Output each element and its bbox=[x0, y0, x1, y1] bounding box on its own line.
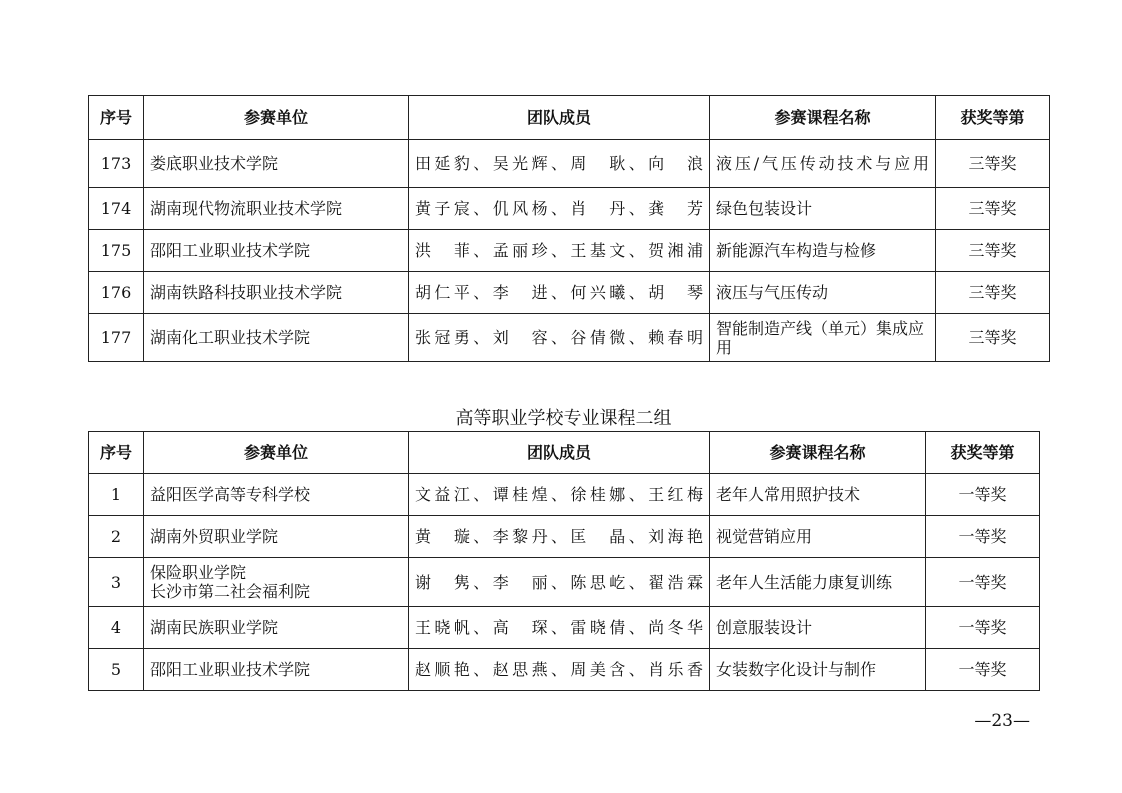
row-unit: 湖南现代物流职业技术学院 bbox=[144, 188, 409, 230]
row-award: 三等奖 bbox=[936, 272, 1050, 314]
row-unit: 湖南外贸职业学院 bbox=[144, 516, 409, 558]
row-no: 175 bbox=[89, 230, 144, 272]
row-members: 王晓帆、高 琛、雷晓倩、尚冬华 bbox=[409, 607, 710, 649]
row-members: 田延豹、吴光辉、周 耿、向 浪 bbox=[409, 140, 710, 188]
table-row bbox=[89, 314, 1050, 362]
row-members: 文益江、谭桂煌、徐桂娜、王红梅 bbox=[409, 474, 710, 516]
table-header-row bbox=[89, 432, 1040, 474]
header-unit: 参赛单位 bbox=[144, 432, 409, 474]
row-members: 洪 菲、孟丽珍、王基文、贺湘浦 bbox=[409, 230, 710, 272]
header-unit: 参赛单位 bbox=[144, 96, 409, 140]
table-row bbox=[89, 649, 1040, 691]
row-course: 创意服装设计 bbox=[710, 607, 926, 649]
header-members: 团队成员 bbox=[409, 432, 710, 474]
row-award: 三等奖 bbox=[936, 314, 1050, 362]
row-unit-line-2: 长沙市第二社会福利院 bbox=[150, 582, 311, 601]
row-unit: 娄底职业技术学院 bbox=[144, 140, 409, 188]
row-award: 一等奖 bbox=[926, 649, 1040, 691]
table-row bbox=[89, 140, 1050, 188]
header-award: 获奖等第 bbox=[926, 432, 1040, 474]
row-award: 三等奖 bbox=[936, 230, 1050, 272]
row-no: 177 bbox=[89, 314, 144, 362]
row-award: 一等奖 bbox=[926, 516, 1040, 558]
table-row bbox=[89, 558, 1040, 607]
row-course: 智能制造产线（单元）集成应用 bbox=[710, 314, 936, 362]
table-row bbox=[89, 230, 1050, 272]
row-unit: 湖南化工职业技术学院 bbox=[144, 314, 409, 362]
award-table-1 bbox=[88, 95, 1050, 362]
row-no: 176 bbox=[89, 272, 144, 314]
row-unit: 湖南铁路科技职业技术学院 bbox=[144, 272, 409, 314]
row-award: 一等奖 bbox=[926, 607, 1040, 649]
row-award: 三等奖 bbox=[936, 140, 1050, 188]
row-no: 3 bbox=[89, 558, 144, 607]
row-members: 赵顺艳、赵思燕、周美含、肖乐香 bbox=[409, 649, 710, 691]
row-no: 4 bbox=[89, 607, 144, 649]
row-award: 三等奖 bbox=[936, 188, 1050, 230]
row-unit: 益阳医学高等专科学校 bbox=[144, 474, 409, 516]
table-row bbox=[89, 607, 1040, 649]
row-award: 一等奖 bbox=[926, 474, 1040, 516]
header-course: 参赛课程名称 bbox=[710, 96, 936, 140]
table-row bbox=[89, 474, 1040, 516]
table-row bbox=[89, 516, 1040, 558]
row-members: 张冠勇、刘 容、谷倩微、赖春明 bbox=[409, 314, 710, 362]
header-members: 团队成员 bbox=[409, 96, 710, 140]
row-unit: 湖南民族职业学院 bbox=[144, 607, 409, 649]
header-award: 获奖等第 bbox=[936, 96, 1050, 140]
row-no: 2 bbox=[89, 516, 144, 558]
row-unit-line-1: 保险职业学院 bbox=[150, 563, 247, 582]
header-course: 参赛课程名称 bbox=[710, 432, 926, 474]
page-number: —23— bbox=[974, 711, 1030, 731]
row-course: 液压与气压传动 bbox=[710, 272, 936, 314]
row-unit bbox=[144, 558, 409, 607]
section-title: 高等职业学校专业课程二组 bbox=[455, 408, 672, 429]
row-course: 老年人生活能力康复训练 bbox=[710, 558, 926, 607]
table-header-row bbox=[89, 96, 1050, 140]
row-members: 胡仁平、李 进、何兴曦、胡 琴 bbox=[409, 272, 710, 314]
award-table-2 bbox=[88, 431, 1040, 691]
header-no: 序号 bbox=[89, 96, 144, 140]
row-course: 液压/气压传动技术与应用 bbox=[710, 140, 936, 188]
row-members: 谢 隽、李 丽、陈思屹、翟浩霖 bbox=[409, 558, 710, 607]
table-row bbox=[89, 188, 1050, 230]
row-course: 视觉营销应用 bbox=[710, 516, 926, 558]
row-no: 173 bbox=[89, 140, 144, 188]
row-unit: 邵阳工业职业技术学院 bbox=[144, 649, 409, 691]
row-no: 1 bbox=[89, 474, 144, 516]
header-no: 序号 bbox=[89, 432, 144, 474]
row-course: 女装数字化设计与制作 bbox=[710, 649, 926, 691]
row-members: 黄子宸、仉风杨、肖 丹、龚 芳 bbox=[409, 188, 710, 230]
row-course: 绿色包装设计 bbox=[710, 188, 936, 230]
row-unit: 邵阳工业职业技术学院 bbox=[144, 230, 409, 272]
row-course: 新能源汽车构造与检修 bbox=[710, 230, 936, 272]
row-members: 黄 璇、李黎丹、匡 晶、刘海艳 bbox=[409, 516, 710, 558]
table-row bbox=[89, 272, 1050, 314]
row-award: 一等奖 bbox=[926, 558, 1040, 607]
row-course: 老年人常用照护技术 bbox=[710, 474, 926, 516]
row-no: 174 bbox=[89, 188, 144, 230]
row-no: 5 bbox=[89, 649, 144, 691]
